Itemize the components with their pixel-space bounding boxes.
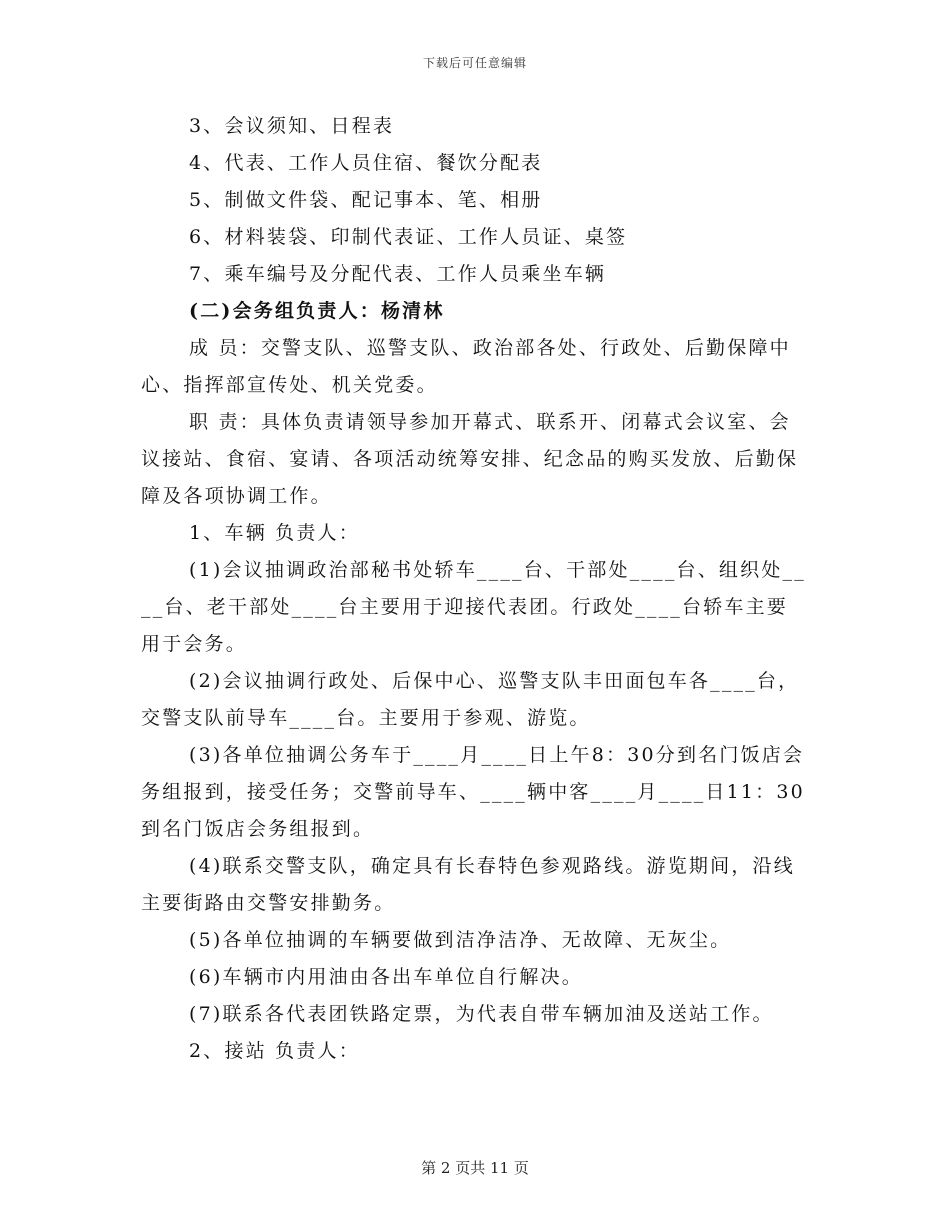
list-item-3: 3、会议须知、日程表	[189, 115, 395, 137]
vehicle-item-6: (6)车辆市内用油由各出车单位自行解决。	[189, 966, 583, 988]
reception-heading: 2、接站 负责人：	[189, 1040, 360, 1062]
vehicle-heading: 1、车辆 负责人：	[189, 522, 360, 544]
section-heading: (二)会务组负责人：杨清林	[189, 300, 445, 322]
page-header: 下载后可任意编辑	[422, 56, 527, 70]
vehicle-item-4: (4)联系交警支队，确定具有长春特色参观路线。游览期间，沿线主要街路由交警安排勤务。	[141, 855, 795, 914]
document-body	[141, 108, 809, 1070]
duties-paragraph: 职 责：具体负责请领导参加开幕式、联系开、闭幕式会议室、会议接站、食宿、宴请、各项活动统筹安排、纪念品的购买发放、后勤保障及各项协调工作。	[141, 411, 799, 507]
vehicle-item-2: (2)会议抽调行政处、后保中心、巡警支队丰田面包车各____台，交警支队前导车____台。主要用于参观、游览。	[141, 670, 800, 729]
page-footer: 第 2 页共 11 页	[421, 1159, 529, 1177]
list-item-5: 5、制做文件袋、配记事本、笔、相册	[189, 189, 543, 211]
members-paragraph: 成 员：交警支队、巡警支队、政治部各处、行政处、后勤保障中心、指挥部宣传处、机关党委。	[141, 337, 791, 396]
vehicle-item-5: (5)各单位抽调的车辆要做到洁净洁净、无故障、无灰尘。	[189, 929, 732, 951]
list-item-6: 6、材料装袋、印制代表证、工作人员证、桌签	[189, 226, 628, 248]
vehicle-item-1: (1)会议抽调政治部秘书处轿车____台、干部处____台、组织处____台、老干部处____台主要用于迎接代表团。行政处____台轿车主要用于会务。	[141, 559, 806, 655]
vehicle-item-3: (3)各单位抽调公务车于____月____日上午8：30分到名门饭店会务组报到，接受任务；交警前导车、____辆中客____月____日11：30到名门饭店会务组报到。	[141, 744, 805, 840]
list-item-4: 4、代表、工作人员住宿、餐饮分配表	[189, 152, 543, 174]
list-item-7: 7、乘车编号及分配代表、工作人员乘坐车辆	[189, 263, 607, 285]
vehicle-item-7: (7)联系各代表团铁路定票，为代表自带车辆加油及送站工作。	[189, 1003, 774, 1025]
